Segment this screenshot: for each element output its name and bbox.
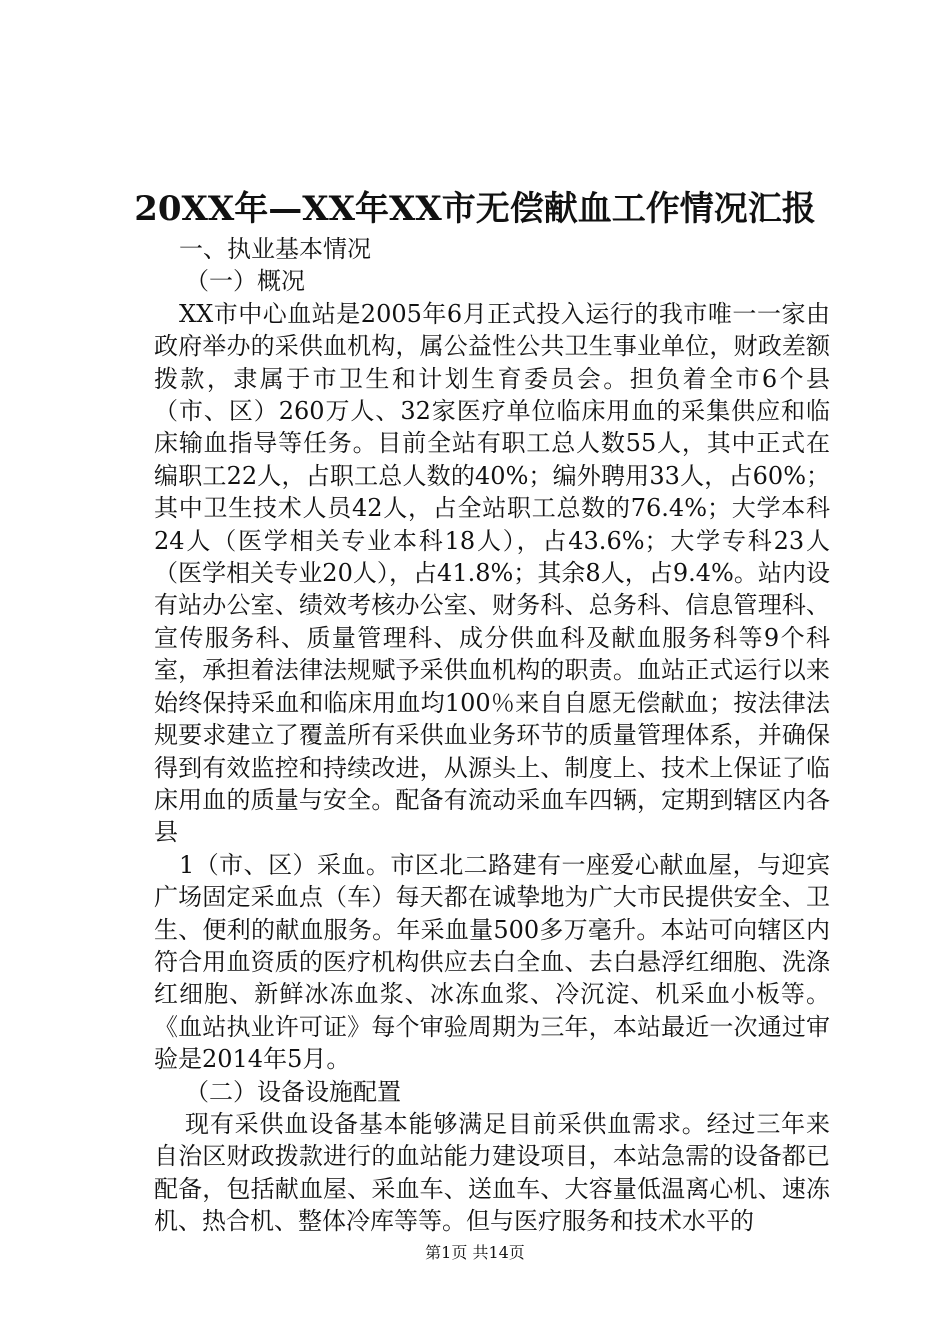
- body-paragraph: XX市中心血站是2005年6月正式投入运行的我市唯一一家由政府举办的采供血机构，属公益性公共卫生事业单位，财政差额拨款，隶属于市卫生和计划生育委员会。担负着全市6个县（市、区）260万人、32家医疗单位临床用血的采集供应和临床输血指导等任务。目前全站有职工总人数55人，其中正式在编职工22人，占职工总人数的40%；编外聘用33人，占60%；其中卫生技术人员42人，占全站职工总数的76.4%；大学本科24人（医学相关专业本科18人），占43.6%；大学专科23人（医学相关专业20人），占41.8%；其余8人，占9.4%。站内设有站办公室、绩效考核办公室、财务科、总务科、信息管理科、宣传服务科、质量管理科、成分供血科及献血服务科等9个科室，承担着法律法规赋予采供血机构的职责。血站正式运行以来始终保持采血和临床用血均100％来自自愿无偿献血；按法律法规要求建立了覆盖所有采供血业务环节的质量管理体系，并确保得到有效监控和持续改进，从源头上、制度上、技术上保证了临床用血的质量与安全。配备有流动采血车四辆，定期到辖区内各县: [154, 299, 830, 847]
- subsection-heading: （二）设备设施配置: [185, 1077, 401, 1106]
- page-number-footer: 第1页 共14页: [425, 1243, 525, 1262]
- document-title: 20XX年—XX年XX市无偿献血工作情况汇报: [134, 189, 816, 229]
- body-paragraph: 1（市、区）采血。市区北二路建有一座爱心献血屋，与迎宾广场固定采血点（车）每天都在诚挚地为广大市民提供安全、卫生、便利的献血服务。年采血量500多万毫升。本站可向辖区内符合用血资质的医疗机构供应去白全血、去白悬浮红细胞、洗涤红细胞、新鲜冰冻血浆、冰冻血浆、冷沉淀、机采血小板等。《血站执业许可证》每个审验周期为三年，本站最近一次通过审验是2014年5月。: [154, 850, 830, 1074]
- section-heading: 一、执业基本情况: [179, 235, 371, 263]
- document-body: [154, 233, 830, 1238]
- subsection-heading: （一）概况: [185, 267, 305, 296]
- body-paragraph: 现有采供血设备基本能够满足目前采供血需求。经过三年来自治区财政拨款进行的血站能力建设项目，本站急需的设备都已配备，包括献血屋、采血车、送血车、大容量低温离心机、速冻机、热合机、整体冷库等等。但与医疗服务和技术水平的: [154, 1109, 830, 1236]
